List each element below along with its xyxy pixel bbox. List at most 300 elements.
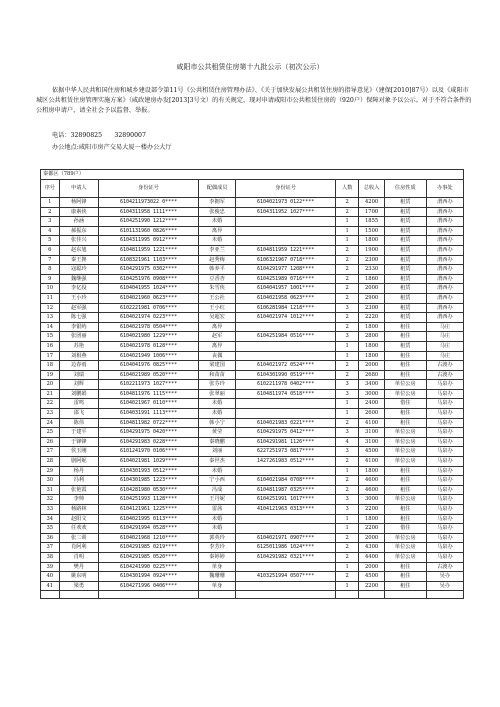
table-cell: 3 — [336, 389, 359, 399]
table-row — [41, 245, 464, 255]
table-cell: 6104021980 1229**** — [99, 332, 199, 342]
table-cell: 马泉办 — [426, 399, 463, 409]
table-row — [41, 581, 464, 591]
table-cell: 马泉办 — [426, 514, 463, 524]
table-cell: 孙涵 — [59, 217, 99, 227]
table-cell: 6104021974 0223**** — [99, 313, 199, 323]
table-cell: 冯成 — [199, 485, 236, 495]
table-cell: 1 — [336, 226, 359, 236]
table-cell: 郝振东 — [59, 226, 99, 236]
table-cell: 6104301990 0519**** — [236, 370, 336, 380]
contact-phone: 电话：32890825 32890007 — [52, 132, 146, 139]
table-cell: 古渡办 — [426, 370, 463, 380]
table-cell: 6104041976 0825**** — [99, 361, 199, 371]
table-cell: 2 — [336, 293, 359, 303]
table-cell: 刘丽 — [199, 447, 236, 457]
table-cell: 租赁 — [384, 274, 426, 284]
table-cell: 离异 — [199, 226, 236, 236]
table-cell: 租赁 — [384, 255, 426, 265]
table-cell: 6104811987 0325**** — [236, 485, 336, 495]
table-cell: 2 — [336, 322, 359, 332]
table-cell: 张翠丽 — [199, 389, 236, 399]
table-cell: 樊丹 — [59, 562, 99, 572]
table-cell: 剧阿妮 — [59, 457, 99, 467]
table-cell: 离异 — [199, 341, 236, 351]
table-cell: 马泉办 — [426, 485, 463, 495]
table-cell: 渭西办 — [426, 207, 463, 217]
table-cell: 6102221981 0706**** — [99, 303, 199, 313]
table-cell: 租住 — [384, 418, 426, 428]
table-cell: 1800 — [359, 466, 385, 476]
table-cell: 古渡办 — [426, 562, 463, 572]
table-cell: 29 — [41, 466, 60, 476]
table-row — [41, 485, 464, 495]
table-cell: 1 — [336, 236, 359, 246]
table-cell: 租住 — [384, 505, 426, 515]
table-cell: 渭西办 — [426, 303, 463, 313]
table-cell: 19 — [41, 370, 60, 380]
table-cell: 未婚 — [199, 399, 236, 409]
table-cell: 6104291975 0412**** — [236, 428, 336, 438]
table-row — [41, 543, 464, 553]
table-row — [41, 293, 464, 303]
table-cell: 马泉办 — [426, 524, 463, 534]
table-cell: 张二训 — [59, 533, 99, 543]
table-cell: 2300 — [359, 303, 385, 313]
table-cell: 单位公房 — [384, 380, 426, 390]
table-cell: 6104021978 0128**** — [99, 341, 199, 351]
table-cell: 3 — [336, 447, 359, 457]
table-cell: 渭西办 — [426, 265, 463, 275]
table-cell: 马泉办 — [426, 380, 463, 390]
header-cell: 住房性质 — [384, 180, 426, 198]
table-cell: 渭西办 — [426, 198, 463, 208]
table-cell: 李亚兰 — [199, 245, 236, 255]
table-cell: 肖阿利 — [59, 543, 99, 553]
table-cell: 6102211978 0402**** — [236, 380, 336, 390]
table-row — [41, 428, 464, 438]
table-cell: 渭西办 — [426, 284, 463, 294]
table-cell: 马泉办 — [426, 543, 463, 553]
table-cell: 17 — [41, 351, 60, 361]
table-cell: 6106321967 0718**** — [236, 255, 336, 265]
table-cell: 离异 — [199, 322, 236, 332]
table-cell: 赵东旭 — [59, 245, 99, 255]
table-cell: 单位公房 — [384, 543, 426, 553]
table-cell: 3 — [336, 303, 359, 313]
table-cell: 6104311952 1027**** — [236, 207, 336, 217]
table-cell: 36 — [41, 533, 60, 543]
table-cell: 6104251993 1128**** — [99, 495, 199, 505]
table-cell: 2330 — [359, 265, 385, 275]
table-cell: 13 — [41, 313, 60, 323]
table-cell: 豆香杏 — [199, 274, 236, 284]
table-cell: 4200 — [359, 198, 385, 208]
table-cell: 租赁 — [384, 198, 426, 208]
table-cell: 梁勇 — [59, 581, 99, 591]
table-cell: 租住 — [384, 476, 426, 486]
table-cell: 1 — [336, 351, 359, 361]
table-cell: 马泉办 — [426, 476, 463, 486]
table-cell: 1800 — [359, 236, 385, 246]
page-title: 咸阳市公共租赁住房第十九批公示（初次公示） — [176, 63, 324, 71]
table-cell: 租住 — [384, 332, 426, 342]
header-cell: 序号 — [41, 180, 60, 198]
table-row — [41, 370, 464, 380]
table-cell: 借住 — [384, 524, 426, 534]
table-cell: 6104021967 0110**** — [99, 399, 199, 409]
table-row — [41, 457, 464, 467]
table-row — [41, 437, 464, 447]
table-cell: 2900 — [359, 293, 385, 303]
table-cell: 2300 — [359, 255, 385, 265]
table-cell: 赵阳文 — [59, 514, 99, 524]
table-cell: 6104291994 0528**** — [99, 524, 199, 534]
table-cell: 2000 — [359, 284, 385, 294]
header-cell: 申请人 — [59, 180, 99, 198]
table-cell: 韩养平 — [199, 265, 236, 275]
table-cell: 租住 — [384, 322, 426, 332]
table-cell: 15 — [41, 332, 60, 342]
table-cell: 6104021983 0221**** — [236, 418, 336, 428]
table-cell: 3400 — [359, 380, 385, 390]
table-cell: 2680 — [359, 370, 385, 380]
table-cell: 刘相燕 — [59, 351, 99, 361]
table-cell — [236, 514, 336, 524]
table-cell: 6104291981 1126**** — [236, 437, 336, 447]
table-cell: 18 — [41, 361, 60, 371]
table-cell: 4300 — [359, 543, 385, 553]
table-cell: 渭西办 — [426, 293, 463, 303]
table-cell: 2000 — [359, 361, 385, 371]
table-row — [41, 389, 464, 399]
table-cell: 22 — [41, 399, 60, 409]
table-cell: 单位公房 — [384, 495, 426, 505]
table-cell: 6125011986 1024**** — [236, 543, 336, 553]
table-body — [41, 198, 464, 591]
table-cell: 雷茜 — [199, 505, 236, 515]
table-cell: 6104301994 0924**** — [99, 572, 199, 582]
table-cell: 2 — [336, 476, 359, 486]
table-cell: 6104121961 1225**** — [99, 505, 199, 515]
table-cell: 马泉办 — [426, 437, 463, 447]
table-cell: 马泉办 — [426, 495, 463, 505]
table-cell: 34 — [41, 514, 60, 524]
table-cell: 6104291985 0219**** — [99, 543, 199, 553]
table-cell: 21 — [41, 389, 60, 399]
table-cell: 1860 — [359, 274, 385, 284]
table-cell: 2 — [336, 207, 359, 217]
table-row — [41, 524, 464, 534]
table-cell: 11 — [41, 293, 60, 303]
table-cell: 4103251994 0507**** — [236, 572, 336, 582]
table-cell: 1500 — [359, 226, 385, 236]
table-cell: 3 — [336, 495, 359, 505]
table-cell: 边春雨 — [59, 361, 99, 371]
table-cell: 3 — [336, 428, 359, 438]
table-cell: 1800 — [359, 341, 385, 351]
table-cell: 吴办 — [426, 572, 463, 582]
table-cell: 37 — [41, 543, 60, 553]
table-cell: 租赁 — [384, 217, 426, 227]
table-cell: 33 — [41, 505, 60, 515]
table-cell: 租赁 — [384, 207, 426, 217]
table-cell: 6104021995 0113**** — [99, 514, 199, 524]
table-cell: 2200 — [359, 505, 385, 515]
table-cell: 1700 — [359, 207, 385, 217]
table-cell: 6104041955 1024**** — [99, 284, 199, 294]
table-cell: 4100 — [359, 457, 385, 467]
table-cell: 6104291975 0420**** — [99, 428, 199, 438]
table-cell: 未婚 — [199, 217, 236, 227]
table-cell: 1 — [336, 217, 359, 227]
table-cell: 租赁 — [384, 226, 426, 236]
table-cell: 单位公房 — [384, 457, 426, 467]
table-cell: 2 — [336, 284, 359, 294]
district-label: 秦都区（789户） — [41, 170, 464, 180]
table-cell: 6101241970 0106**** — [99, 447, 199, 457]
table-cell: 2 — [336, 533, 359, 543]
table-cell: 1427261983 0512**** — [236, 457, 336, 467]
blank-row — [41, 591, 464, 599]
table-cell: 马庄 — [426, 351, 463, 361]
table-cell: 租住 — [384, 409, 426, 419]
table-cell: 6104211973022 0**** — [99, 198, 199, 208]
table-cell: 1800 — [359, 514, 385, 524]
table-cell: 杨路林 — [59, 505, 99, 515]
table-cell — [236, 562, 336, 572]
table-cell: 租住 — [384, 466, 426, 476]
table-cell: 6104241990 0225**** — [99, 562, 199, 572]
table-cell: 2000 — [359, 562, 385, 572]
table-cell: 李芳玲 — [199, 543, 236, 553]
table-cell: 肖明 — [59, 552, 99, 562]
table-cell: 23 — [41, 409, 60, 419]
table-cell: 渭西办 — [426, 274, 463, 284]
table-row — [41, 399, 464, 409]
table-cell: 租赁 — [384, 236, 426, 246]
table-cell: 6104291977 1208**** — [236, 265, 336, 275]
table-cell — [236, 341, 336, 351]
table-cell: 赵军强 — [59, 303, 99, 313]
table-cell: 3 — [336, 505, 359, 515]
table-cell: 梁建国 — [199, 361, 236, 371]
table-cell: 2400 — [359, 399, 385, 409]
table-cell: 赵秀梅 — [199, 255, 236, 265]
table-cell: 2000 — [359, 533, 385, 543]
table-cell: 1 — [336, 524, 359, 534]
table-cell: 渭西办 — [426, 236, 463, 246]
table-row — [41, 495, 464, 505]
table-cell: 租赁 — [384, 313, 426, 323]
table-cell: 杨丹 — [59, 466, 99, 476]
table-row — [41, 341, 464, 351]
table-row — [41, 380, 464, 390]
table-row — [41, 255, 464, 265]
table-cell: 2 — [336, 255, 359, 265]
table-cell: 马泉办 — [426, 466, 463, 476]
table-cell: 苏艳 — [59, 341, 99, 351]
table-cell: 6104311958 1111**** — [99, 207, 199, 217]
table-cell: 6104811982 0722**** — [99, 418, 199, 428]
table-cell: 未婚 — [199, 466, 236, 476]
table-cell: 6104021974 1012**** — [236, 313, 336, 323]
table-cell: 马庄 — [426, 332, 463, 342]
table-cell: 租住 — [384, 361, 426, 371]
table-row — [41, 198, 464, 208]
table-cell: 6104301993 0512**** — [99, 466, 199, 476]
table-cell: 14 — [41, 322, 60, 332]
table-row — [41, 447, 464, 457]
table-cell: 2 — [336, 370, 359, 380]
table-cell: 6104031991 1113**** — [99, 409, 199, 419]
table-cell: 1 — [41, 198, 60, 208]
table-cell: 丧偶 — [199, 351, 236, 361]
table-cell: 6104251991 1017**** — [236, 495, 336, 505]
applicant-table-wrapper — [40, 169, 464, 599]
table-cell: 6104021973 0122**** — [236, 198, 336, 208]
table-cell: 2200 — [359, 581, 385, 591]
table-cell: 单位公房 — [384, 552, 426, 562]
table-cell: 2 — [336, 457, 359, 467]
table-cell: 魏继强 — [59, 274, 99, 284]
header-cell: 办事处 — [426, 180, 463, 198]
table-cell: 秦世杰 — [199, 457, 236, 467]
table-cell: 6104281980 0530**** — [99, 485, 199, 495]
table-cell: 6104021978 0504**** — [99, 322, 199, 332]
table-cell: 1 — [336, 341, 359, 351]
table-cell: 单位公房 — [384, 447, 426, 457]
table-cell: 6104291982 0321**** — [236, 552, 336, 562]
table-cell: 租住 — [384, 572, 426, 582]
table-cell: 10 — [41, 284, 60, 294]
table-cell: 吴超宏 — [199, 313, 236, 323]
table-cell: 6104251990 1212**** — [99, 217, 199, 227]
table-cell: 单位公房 — [384, 428, 426, 438]
table-cell: 6104811959 1221**** — [236, 245, 336, 255]
table-cell: 邵飞 — [59, 409, 99, 419]
table-cell: 2 — [336, 485, 359, 495]
table-row — [41, 505, 464, 515]
table-cell: 1 — [336, 581, 359, 591]
table-header — [41, 180, 464, 198]
table-cell: 马泉办 — [426, 447, 463, 457]
table-cell: 单身 — [199, 581, 236, 591]
table-cell: 渭西办 — [426, 245, 463, 255]
table-cell: 朱雪侠 — [199, 284, 236, 294]
table-cell: 3000 — [359, 495, 385, 505]
table-cell: 3000 — [359, 389, 385, 399]
table-cell: 25 — [41, 428, 60, 438]
table-cell: 6106281984 1218**** — [236, 303, 336, 313]
table-cell: 1 — [336, 562, 359, 572]
table-cell: 宁小西 — [199, 476, 236, 486]
table-cell: 6104251989 0716**** — [236, 274, 336, 284]
table-cell: 单位公房 — [384, 389, 426, 399]
table-cell: 6104811959 1221**** — [99, 245, 199, 255]
table-cell: 租住 — [384, 562, 426, 572]
table-cell: 6104301985 1223**** — [99, 476, 199, 486]
table-cell: 渭西办 — [426, 226, 463, 236]
table-cell: 3 — [336, 380, 359, 390]
table-cell: 雷鸣 — [59, 399, 99, 409]
table-cell: 16 — [41, 341, 60, 351]
header-cell: 总收入 — [359, 180, 385, 198]
table-cell: 6104021958 0623**** — [236, 293, 336, 303]
table-cell: 马泉办 — [426, 428, 463, 438]
table-cell: 未婚 — [199, 236, 236, 246]
table-cell: 租住 — [384, 370, 426, 380]
table-cell: 未婚 — [199, 409, 236, 419]
table-cell: 未婚 — [199, 524, 236, 534]
table-cell: 2 — [336, 198, 359, 208]
table-cell: 5 — [41, 236, 60, 246]
table-cell: 4400 — [359, 552, 385, 562]
table-row — [41, 562, 464, 572]
table-cell — [236, 322, 336, 332]
table-row — [41, 303, 464, 313]
table-cell: 6108321961 1103**** — [99, 255, 199, 265]
table-cell: 2600 — [359, 409, 385, 419]
table-cell: 韩小宁 — [199, 418, 236, 428]
table-cell: 马泉办 — [426, 457, 463, 467]
table-cell: 4500 — [359, 572, 385, 582]
table-cell: 马泉办 — [426, 505, 463, 515]
table-cell: 1 — [336, 399, 359, 409]
table-cell: 刘鹏娟 — [59, 389, 99, 399]
table-cell: 租住 — [384, 351, 426, 361]
table-cell: 6227251973 0817**** — [236, 447, 336, 457]
table-cell: 38 — [41, 552, 60, 562]
table-row — [41, 466, 464, 476]
table-cell: 28 — [41, 457, 60, 467]
table-cell: 6104021981 1029**** — [99, 457, 199, 467]
table-row — [41, 514, 464, 524]
table-cell: 1855 — [359, 217, 385, 227]
table-cell: 4600 — [359, 476, 385, 486]
table-cell: 和苗苗 — [199, 370, 236, 380]
table-cell: 6104021971 0907**** — [236, 533, 336, 543]
table-cell: 冯利 — [59, 476, 99, 486]
table-row — [41, 207, 464, 217]
table-cell: 渭西办 — [426, 255, 463, 265]
table-cell: 40 — [41, 572, 60, 582]
table-row — [41, 236, 464, 246]
table-cell: 1800 — [359, 351, 385, 361]
table-row — [41, 476, 464, 486]
table-cell: 张芬玲 — [199, 380, 236, 390]
table-cell: 李亿役 — [59, 284, 99, 294]
table-cell: 24 — [41, 418, 60, 428]
table-cell: 4 — [336, 437, 359, 447]
table-cell — [236, 351, 336, 361]
table-cell: 1900 — [359, 245, 385, 255]
table-cell: 26 — [41, 437, 60, 447]
table-cell: 未婚 — [199, 514, 236, 524]
table-cell: 8 — [41, 265, 60, 275]
table-cell — [236, 524, 336, 534]
table-cell: 刘瑞 — [59, 370, 99, 380]
table-cell: 租住 — [384, 514, 426, 524]
table-cell: 2 — [336, 361, 359, 371]
table-cell: 马庄 — [426, 341, 463, 351]
table-cell: 侯玉刚 — [59, 447, 99, 457]
table-cell: 秦婷婷 — [199, 552, 236, 562]
table-cell — [236, 466, 336, 476]
table-row — [41, 226, 464, 236]
table-cell: 6104291983 0228**** — [99, 437, 199, 447]
table-cell: 黄莹 — [199, 428, 236, 438]
